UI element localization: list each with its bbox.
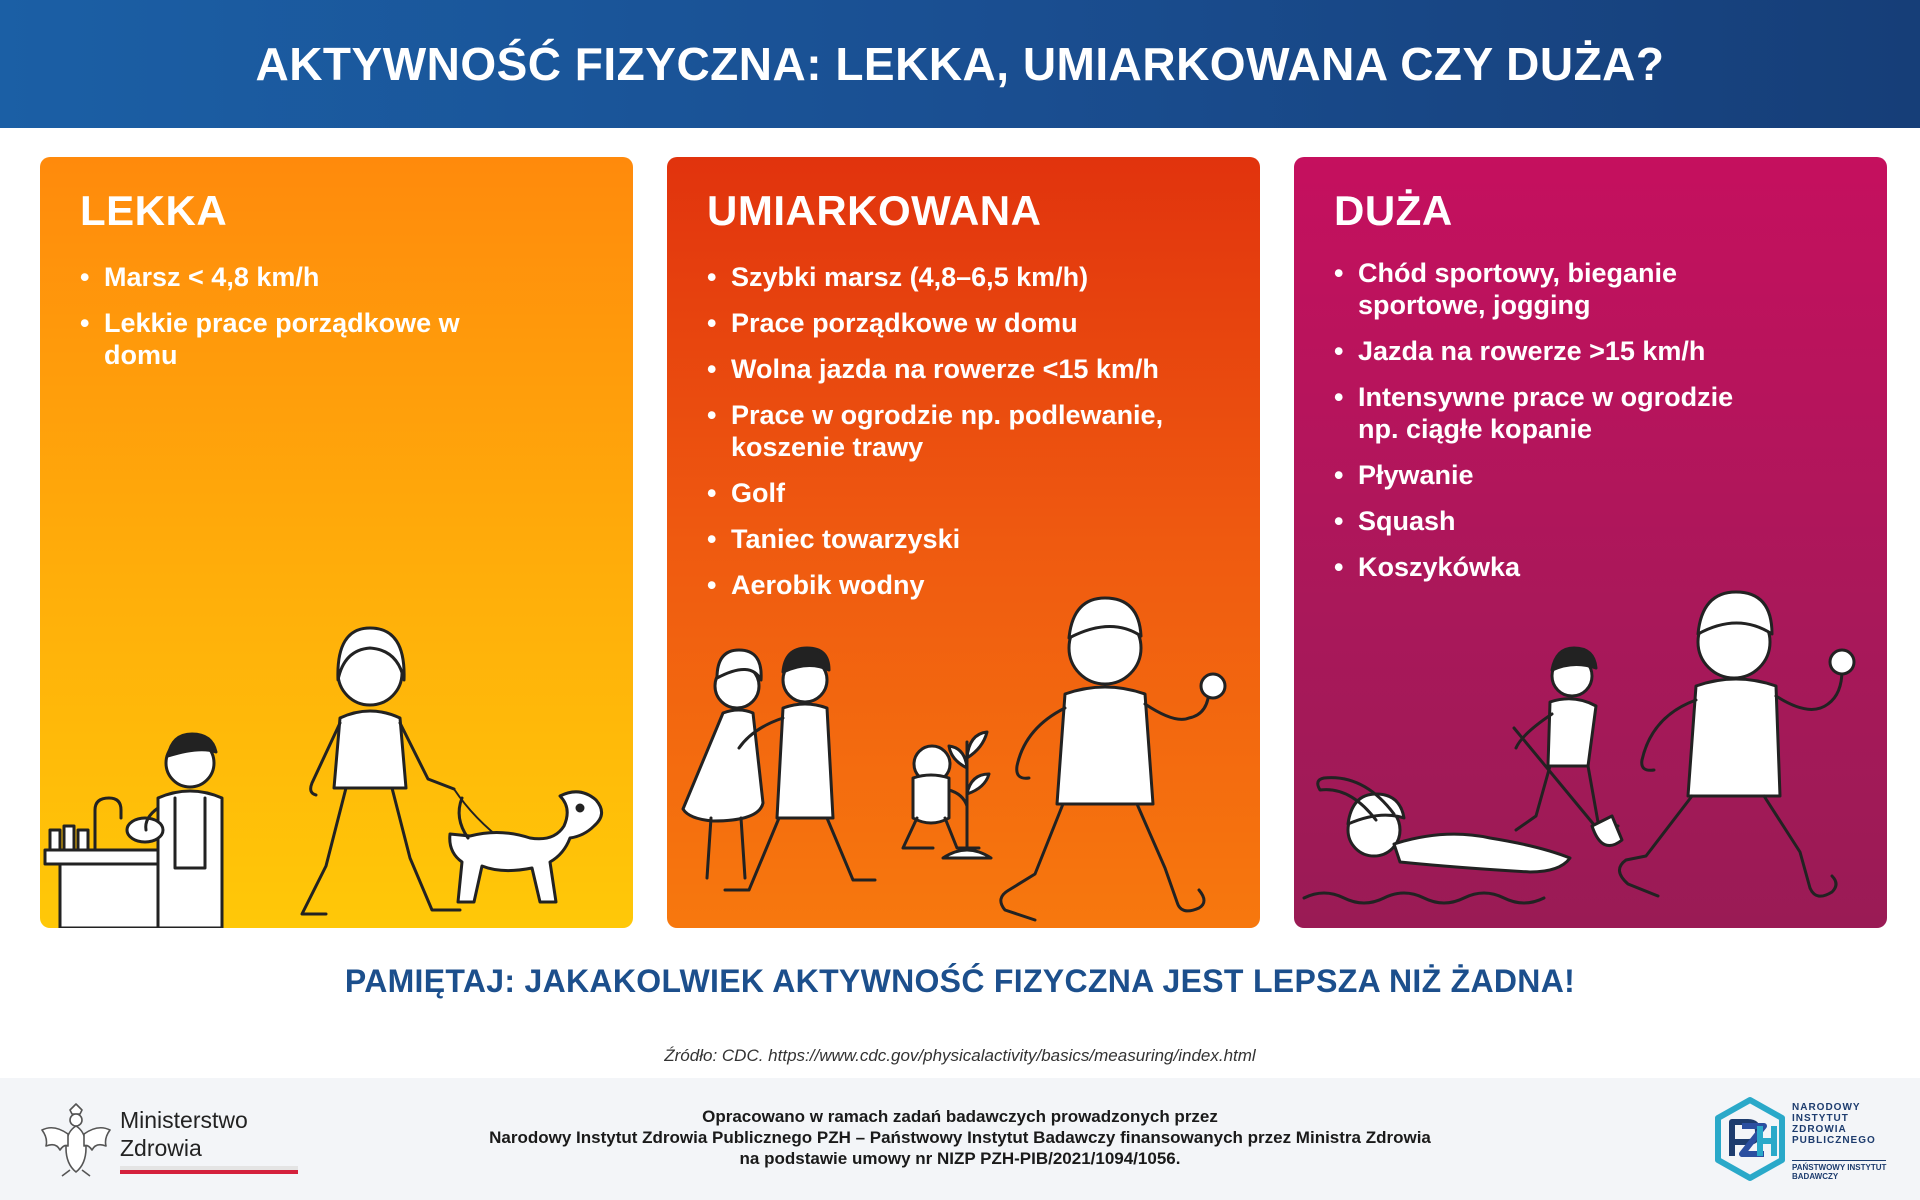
list-item: • Squash xyxy=(1334,505,1863,537)
nizp-name-line: PUBLICZNEGO xyxy=(1792,1135,1876,1146)
header-banner xyxy=(0,0,1920,128)
nizp-subtitle xyxy=(1792,1160,1886,1181)
list-item: • Intensywne prace w ogrodzie np. ciągłe kopanie xyxy=(1334,381,1774,445)
nizp-name-line: ZDROWIA xyxy=(1792,1124,1847,1135)
eagle-emblem-icon xyxy=(40,1100,112,1178)
credits-line: Narodowy Instytut Zdrowia Publicznego PZH – Państwowy Instytut Badawczy finansowanych przez Ministra Zdrowia xyxy=(489,1128,1431,1147)
list-item: • Pływanie xyxy=(1334,459,1863,491)
list-item: • Szybki marsz (4,8–6,5 km/h) xyxy=(707,261,1236,293)
credits-text xyxy=(360,1106,1560,1169)
card-title: DUŻA xyxy=(1334,187,1453,234)
list-item: • Chód sportowy, bieganie sportowe, jogging xyxy=(1334,257,1714,321)
list-item: • Lekkie prace porządkowe w domu xyxy=(80,307,460,371)
source-citation: Źródło: CDC. https://www.cdc.gov/physicalactivity/basics/measuring/index.html xyxy=(664,1046,1256,1065)
list-item: • Aerobik wodny xyxy=(707,569,1236,601)
list-item: • Taniec towarzyski xyxy=(707,523,1236,555)
list-item: • Jazda na rowerze >15 km/h xyxy=(1334,335,1863,367)
activity-list xyxy=(1334,257,1863,597)
list-item: • Koszykówka xyxy=(1334,551,1863,583)
card-moderate-activity xyxy=(667,157,1260,928)
nizp-name-line: INSTYTUT xyxy=(1792,1113,1849,1124)
list-item: • Marsz < 4,8 km/h xyxy=(80,261,609,293)
card-light-activity xyxy=(40,157,633,928)
flag-red-stripe xyxy=(120,1170,298,1174)
credits-line: na podstawie umowy nr NIZP PZH-PIB/2021/1094/1056. xyxy=(739,1149,1181,1168)
card-title: LEKKA xyxy=(80,187,228,234)
list-item: • Wolna jazda na rowerze <15 km/h xyxy=(707,353,1236,385)
nizp-logo xyxy=(1712,1096,1892,1182)
card-vigorous-activity xyxy=(1294,157,1887,928)
nizp-subtitle-line: BADAWCZY xyxy=(1792,1172,1839,1181)
ministry-name-line: Zdrowia xyxy=(120,1135,202,1161)
ministry-name xyxy=(120,1106,248,1162)
card-title: UMIARKOWANA xyxy=(707,187,1042,234)
nizp-name xyxy=(1792,1102,1876,1146)
nizp-name-line: NARODOWY xyxy=(1792,1102,1861,1113)
page-title: AKTYWNOŚĆ FIZYCZNA: LEKKA, UMIARKOWANA CZY DUŻA? xyxy=(255,38,1665,90)
ministry-logo xyxy=(40,1100,270,1180)
swimmer-digger-runner-icon xyxy=(1294,568,1887,928)
list-item: • Golf xyxy=(707,477,1236,509)
list-item: • Prace w ogrodzie np. podlewanie, koszenie trawy xyxy=(707,399,1207,463)
list-item: • Prace porządkowe w domu xyxy=(707,307,1236,339)
ministry-name-line: Ministerstwo xyxy=(120,1107,248,1133)
reminder-banner: PAMIĘTAJ: JAKAKOLWIEK AKTYWNOŚĆ FIZYCZNA JEST LEPSZA NIŻ ŻADNA! xyxy=(344,963,1576,999)
footer xyxy=(0,1078,1920,1200)
activity-list xyxy=(80,261,609,385)
activity-list xyxy=(707,261,1236,615)
pzh-mark-icon xyxy=(1712,1096,1788,1182)
nizp-subtitle-line: PAŃSTWOWY INSTYTUT xyxy=(1792,1163,1887,1172)
dancers-gardener-walker-icon xyxy=(667,568,1260,928)
dishwasher-and-dog-walker-icon xyxy=(40,568,633,928)
credits-line: Opracowano w ramach zadań badawczych prowadzonych przez xyxy=(702,1107,1218,1126)
